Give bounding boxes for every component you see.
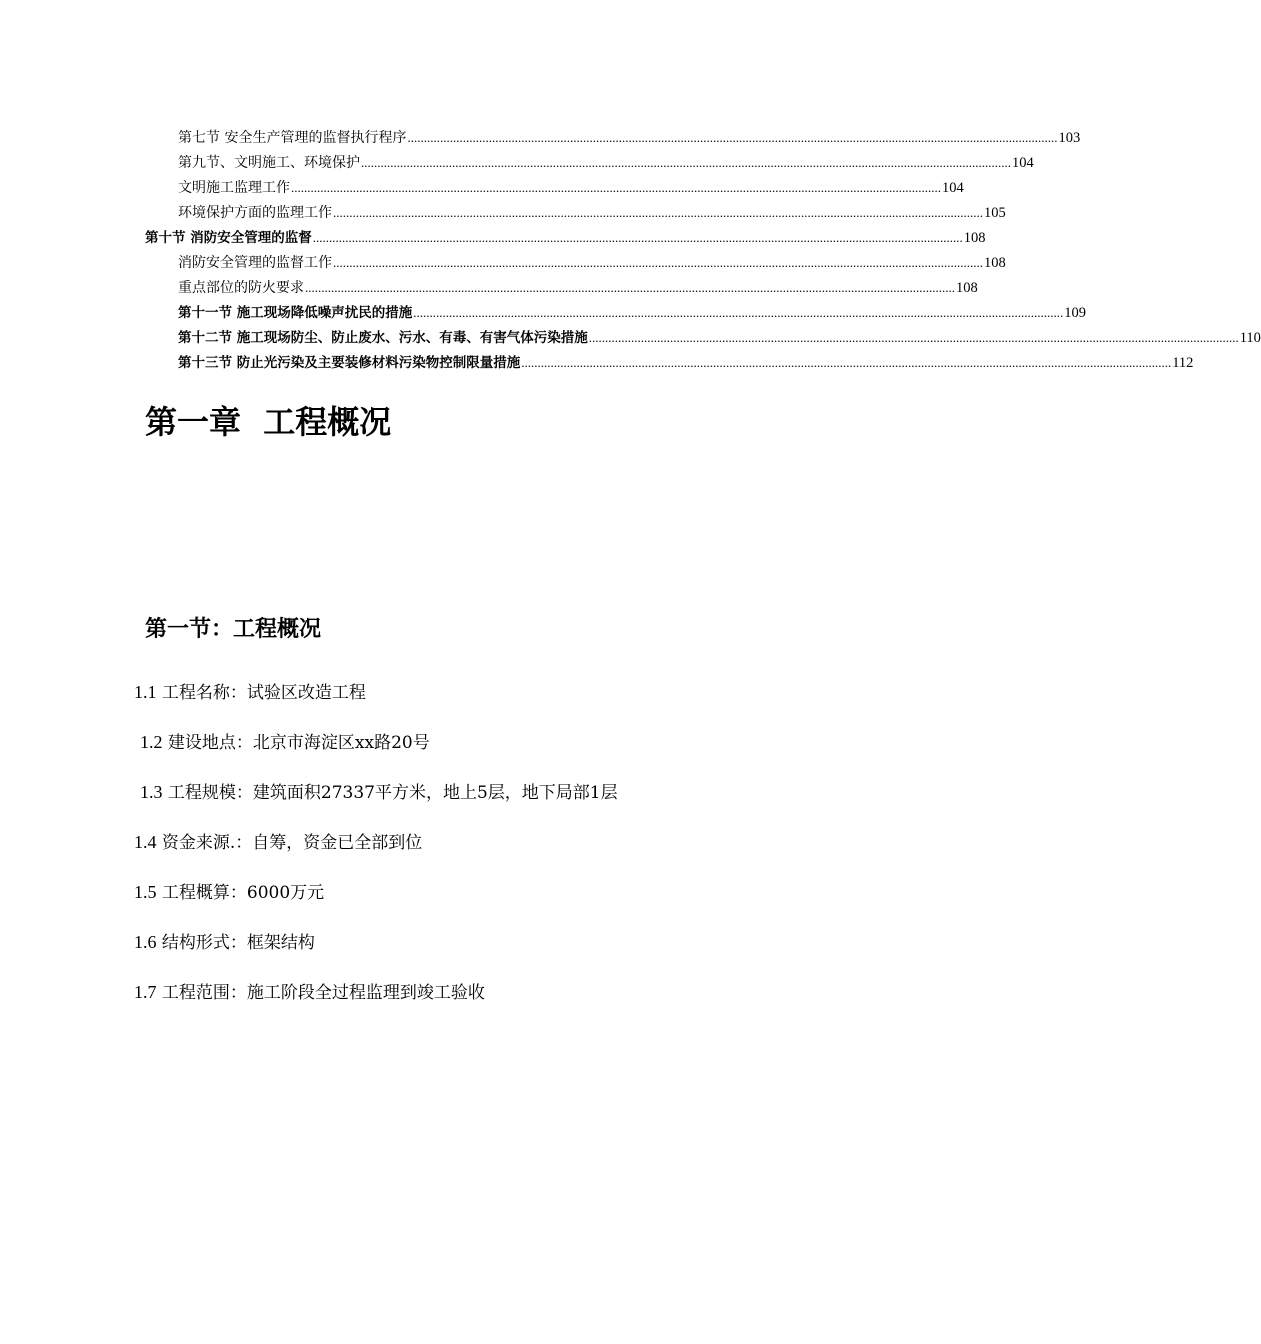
- info-item-text: 资金来源.：自筹，资金已全部到位: [161, 833, 423, 853]
- toc-entry-page: 103: [1058, 130, 1081, 146]
- toc-entry[interactable]: [178, 299, 1086, 321]
- toc-entry[interactable]: [145, 224, 986, 246]
- toc-entry-title: 环境保护方面的监理工作: [178, 205, 332, 221]
- toc-entry-page: 112: [1172, 355, 1194, 371]
- toc-entry-title: 第十一节 施工现场降低噪声扰民的措施: [178, 305, 413, 321]
- toc-entry-title: 第十二节 施工现场防尘、防止废水、污水、有毒、有害气体污染措施: [178, 330, 588, 346]
- toc-entry[interactable]: [178, 249, 1006, 271]
- info-item-location: [140, 730, 430, 755]
- info-item-number: 1.6: [134, 932, 157, 952]
- toc-entry[interactable]: [178, 349, 1194, 371]
- chapter-title: 第一章 工程概况: [145, 403, 392, 441]
- toc-entry-title: 第九节、文明施工、环境保护: [178, 155, 360, 171]
- section-title: 第一节：工程概况: [145, 617, 322, 642]
- toc-entry-title: 重点部位的防火要求: [178, 280, 304, 296]
- toc-entry-title: 文明施工监理工作: [178, 180, 290, 196]
- toc-entry[interactable]: [178, 174, 964, 196]
- toc-leader-dots: ........................................................................................................................................................................................................: [361, 155, 1011, 170]
- toc-leader-dots: ........................................................................................................................................................................................................: [588, 330, 1239, 345]
- info-item-number: 1.2: [140, 732, 163, 752]
- info-item-funding: [134, 830, 422, 855]
- info-item-text: 建设地点：北京市海淀区xx路20号: [167, 733, 430, 753]
- toc-leader-dots: ........................................................................................................................................................................................................: [333, 255, 983, 270]
- toc-entry[interactable]: [178, 199, 1006, 221]
- toc-entry-page: 104: [1012, 155, 1034, 171]
- toc-entry-page: 109: [1064, 305, 1086, 321]
- toc-entry-page: 110: [1239, 330, 1261, 346]
- toc-entry[interactable]: [178, 274, 978, 296]
- toc-leader-dots: ........................................................................................................................................................................................................: [521, 355, 1172, 370]
- toc-entry-page: 108: [956, 280, 978, 296]
- info-item-number: 1.5: [134, 882, 157, 902]
- info-item-scale: [140, 780, 618, 805]
- info-item-text: 工程规模：建筑面积27337平方米，地上5层，地下局部1层: [167, 783, 618, 803]
- toc-entry[interactable]: [178, 149, 1034, 171]
- toc-leader-dots: ........................................................................................................................................................................................................: [312, 230, 963, 245]
- toc-entry[interactable]: [178, 324, 1261, 346]
- toc-leader-dots: ........................................................................................................................................................................................................: [413, 305, 1064, 320]
- info-item-text: 工程概算：6000万元: [161, 883, 325, 903]
- toc-leader-dots: ........................................................................................................................................................................................................: [407, 130, 1058, 145]
- toc-leader-dots: ........................................................................................................................................................................................................: [305, 280, 955, 295]
- info-item-scope: [134, 980, 485, 1005]
- info-item-number: 1.7: [134, 982, 157, 1002]
- info-item-text: 工程范围：施工阶段全过程监理到竣工验收: [161, 983, 485, 1003]
- info-item-number: 1.3: [140, 782, 163, 802]
- info-item-structure: [134, 930, 315, 955]
- toc-entry-page: 105: [984, 205, 1006, 221]
- toc-entry-page: 104: [942, 180, 964, 196]
- toc-entry-title: 第七节 安全生产管理的监督执行程序: [178, 130, 407, 146]
- toc-entry-page: 108: [984, 255, 1006, 271]
- toc-entry-page: 108: [963, 230, 986, 246]
- toc-entry-title: 第十节 消防安全管理的监督: [145, 230, 312, 246]
- info-item-text: 结构形式：框架结构: [161, 933, 315, 953]
- info-item-number: 1.1: [134, 682, 157, 702]
- toc-leader-dots: ........................................................................................................................................................................................................: [333, 205, 983, 220]
- info-item-budget: [134, 880, 324, 905]
- info-item-text: 工程名称：试验区改造工程: [161, 683, 366, 703]
- toc-entry[interactable]: [178, 124, 1081, 146]
- toc-entry-title: 第十三节 防止光污染及主要装修材料污染物控制限量措施: [178, 355, 521, 371]
- toc-leader-dots: ........................................................................................................................................................................................................: [291, 180, 941, 195]
- info-item-number: 1.4: [134, 832, 157, 852]
- toc-entry-title: 消防安全管理的监督工作: [178, 255, 332, 271]
- info-item-name: [134, 680, 366, 705]
